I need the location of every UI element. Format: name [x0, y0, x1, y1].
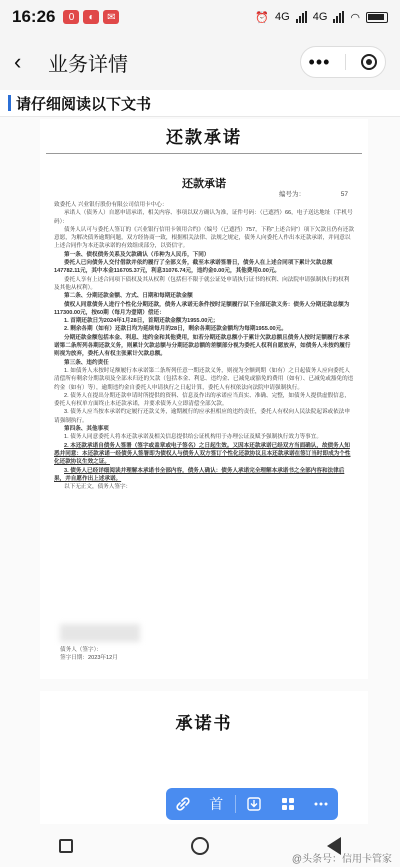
section-4-text-3: 3. 债务人已经详细阅读并理解本承诺书全部内容，债务人确认：债务人承诺完全理解本承诺书之全部内容和法律后果，并自愿作出上述承诺。 [54, 467, 345, 482]
signal-icon [296, 11, 307, 23]
section-3-text-1: 1. 如债务人未按时足额履行本承诺第二条所列任意一期还款义务，则视为全额到期（如有）之日起债务人应向委托人清偿所有剩余分期款项及全部未归还的欠款（包括本金、利息、违约金、已减免或豁免的费用（如有）、已减免或豁免的违约金（如有）等），逾期违约金自委托人申请执行之日起计算，委托人有权依法向法院申请强制执行。 [54, 367, 354, 391]
document-number: 编号为： 57 [279, 191, 348, 198]
page-title: 业务详情 [48, 53, 128, 76]
page-2-title: 承诺书 [175, 714, 233, 733]
mini-program-capsule [300, 46, 386, 78]
para-intro: 承诺人（债务人）自愿申请承诺，相关内容、事项以双方确认为准，证件号码：（已遮挡）66，电子送达地址（手机号码）： [54, 210, 353, 225]
section-4-text-1: 1. 债务人同意委托人将本还款承诺及相关信息提供给公证机构用于办理公证及赋予强制执行效力等事宜。 [64, 434, 322, 441]
toolbar-divider [235, 795, 236, 813]
section-2-item-1: 1. 首期还款日为2024年1月28日，首期还款金额为1955.00元； [64, 318, 219, 325]
notification-icons [63, 10, 119, 24]
document-header: 还款承诺 [166, 128, 242, 147]
notification-badge: 0 [63, 10, 79, 24]
status-time: 16:26 [12, 7, 56, 26]
back-arrow-icon[interactable]: ‹ [14, 49, 22, 74]
grid-icon[interactable] [273, 791, 303, 817]
section-1-text2: 委托人享有上述合同项下债权及其从权利（包括但不限于就公证处申请执行证书的权利、向法院申请强制执行的权利及其他从权利）。 [54, 276, 350, 291]
reading-notice [0, 90, 400, 116]
watermark: @头条号：信用卡管家 [291, 854, 392, 865]
download-icon[interactable] [239, 791, 269, 817]
section-3-text-3: 3. 债务人应当按本承诺约定履行还款义务，逾期履行的应承担相应的违约责任，委托人有权向人民法院起诉或依法申请强制执行。 [54, 409, 350, 424]
home-icon[interactable] [191, 837, 209, 855]
sign-date-row: 签字日期：2023年12月 [60, 655, 118, 661]
notice-text: 请仔细阅读以下文书 [16, 95, 152, 113]
more-dots-icon[interactable]: ••• [308, 51, 331, 72]
para-party: 致委托人 兴业银行股份有限公司信用卡中心： [54, 202, 168, 208]
network-label: 4G [275, 11, 290, 23]
section-2-item-2: 2. 剩余各期（如有）还款日均为延续每月的28日，剩余各期还款金额均为每期1955.00元。 [64, 326, 287, 333]
signature-block [60, 645, 260, 661]
document-toolbar [166, 788, 338, 820]
sign-label: 债务人（签字）： [60, 647, 102, 653]
status-indicators [255, 11, 388, 24]
translate-button[interactable]: 首 [209, 796, 224, 812]
signature-redacted [60, 624, 140, 642]
section-3-text-2: 2. 债务人在提出分期还款申请时所提供的资料、信息及作出的承诺应当真实、准确、完整，如债务人提供虚假信息，委托人有权单方面终止本还款承诺，并要求债务人立即清偿全部欠款。 [54, 392, 350, 408]
capsule-divider [345, 54, 346, 70]
more-icon[interactable] [306, 791, 336, 817]
app-notification-icon: ◐ [83, 10, 99, 24]
section-1-text: 委托人已向债务人交付借款并依约履行了全部义务，截至本承诺签署日，债务人在上述合同项下累计欠款总额147782.11元，其中本金116705.37元，利息31076.74元，违约金0.00元，其他费用0.00元。 [54, 260, 333, 275]
network2-label: 4G [312, 11, 328, 23]
para-2: 债务人认可与委托人签订的《兴业银行信用卡领用合约》（编号（已遮挡）757，下称“上述合同”）项下欠款且仍有还款意愿，为解决债务逾期问题，双方经协商一致，根据相关法律、法规之规定，债务人向委托人作出本还款承诺，并同意以上述合同作为本还款承诺的有效组成部分，以资信守。 [54, 226, 354, 250]
section-4-text-4: 以下无正文，债务人签字： [64, 484, 132, 491]
document-title: 还款承诺 [182, 178, 226, 190]
battery-icon [366, 12, 388, 23]
nav-bar [0, 34, 400, 90]
link-icon[interactable] [168, 791, 198, 817]
alarm-icon: ⏰ [255, 11, 270, 24]
section-2-note: 分期还款金额包括本金、利息、违约金和其他费用，如若分期还款总额小于累计欠款总额且债务人按时足额履行本承诺第二条所列各期还款义务，则累计欠款总额与分期还款总额的差额部分视为委托人权利自愿放弃，如债务人未按约履行则视为放弃，委托人有权主张累计欠款总额。 [54, 334, 351, 358]
section-4-title: 第四条、其他事项 [64, 426, 109, 433]
document-body [54, 201, 354, 491]
section-1-title: 第一条、债权债务关系及欠款确认（币种为人民币，下同） [64, 251, 210, 258]
section-4-text-2: 2. 本还款承诺自债务人签署（签字或盖章或电子签名）之日起生效。又因本还款承诺已经双方当面确认，故债务人知悉并同意：本还款承诺一经债务人签署即为债权人与债务人双方签订个性化还款协议且本还款承诺在签订当时即成为个性化还款协议生效之证。 [54, 442, 351, 466]
status-bar [0, 0, 400, 34]
section-2-text: 债权人同意债务人进行个性化分期还款，债务人承诺无条件按时足额履行以下全部还款义务：债务人分期还款总额为117300.00元，按60期（每月为壹期）偿还： [54, 301, 350, 316]
document-viewer[interactable] [0, 116, 400, 824]
message-notification-icon: ✉ [103, 10, 119, 24]
section-2-title: 第二条、分期还款金额、方式、日期和每期还款金额 [64, 293, 193, 300]
notice-accent-bar [8, 95, 11, 111]
section-3-title: 第三条、违约责任 [64, 359, 109, 366]
close-target-icon[interactable] [361, 54, 377, 70]
signal2-icon [333, 11, 344, 23]
wifi-icon: ◠ [350, 11, 360, 24]
document-page-1 [40, 119, 368, 679]
recent-apps-icon[interactable] [59, 839, 73, 853]
header-divider [46, 153, 362, 154]
